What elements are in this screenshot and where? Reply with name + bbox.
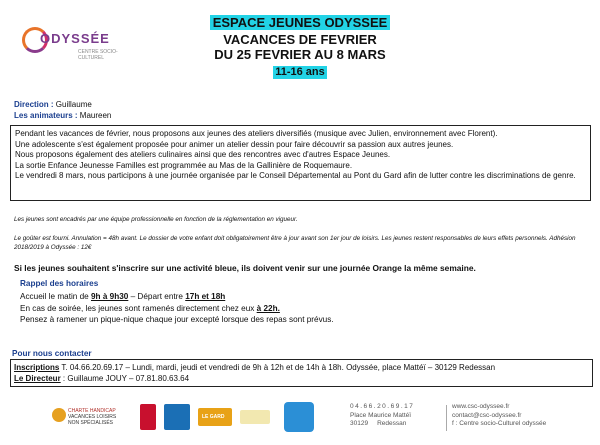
title-line-3: DU 25 FEVRIER AU 8 MARS: [214, 47, 386, 62]
info-line: Pendant les vacances de février, nous proposons aux jeunes des ateliers diversifiés (musique avec Julien, environnement avec Florent).: [15, 129, 498, 138]
hours-text: – Départ entre: [128, 292, 186, 301]
age-range: 11-16 ans: [275, 66, 325, 78]
contact-box: [10, 359, 593, 387]
logo-subtitle: CENTRE SOCIO-CULTUREL: [78, 49, 118, 61]
hours-line-3: Pensez à ramener un pique-nique chaque jour excepté lorsque des repas sont prévus.: [20, 315, 334, 324]
nos-territoires-icon: [284, 402, 314, 432]
footer-facebook[interactable]: f : Centre socio-Culturel odyssée: [452, 420, 547, 428]
directeur-label: Le Directeur: [14, 374, 61, 383]
hours-morning: 9h à 9h30: [91, 292, 129, 301]
partner-logos: [52, 398, 322, 436]
footer-address: Place Maurice Mattéï: [350, 411, 412, 419]
info-line: Une adolescente s'est également proposée pour animer un atelier dessin pour faire découvrir sa passion aux autres jeunes.: [15, 139, 454, 149]
hours-departure: 17h et 18h: [185, 292, 226, 301]
logo-name: ODYSSÉE: [40, 31, 110, 46]
title-line-1: ESPACE JEUNES ODYSSEE: [210, 15, 391, 30]
inscriptions-value: T. 04.66.20.69.17 – Lundi, mardi, jeudi et vendredi de 9h à 12h et de 14h à 18h. Odyssée, place Mattéï – 30129 Redessan: [59, 363, 496, 372]
hours-text: Accueil le matin de: [20, 292, 91, 301]
info-line: Nous proposons également des ateliers culinaires ainsi que des rencontres avec d'autres Espace Jeunes.: [15, 150, 391, 160]
charte-handicap-icon: [52, 408, 66, 422]
direction-value: Guillaume: [53, 100, 92, 109]
note-supervision: Les jeunes sont encadrés par une équipe professionnelle en fonction de la réglementation en vigueur.: [14, 216, 298, 223]
gard-label: LE GARD: [202, 414, 225, 420]
animateurs-label: Les animateurs :: [14, 111, 78, 120]
hours-line-1: [20, 291, 334, 303]
activity-warning: Si les jeunes souhaitent s'inscrire sur une activité bleue, ils doivent venir sur une journée Orange la même semaine.: [14, 263, 476, 273]
program-description: [10, 125, 591, 201]
footer-city: Redessan: [377, 420, 407, 428]
info-line: La sortie Enfance Jeunesse Familles est programmée au Mas de la Gallinière de Roquemaure.: [15, 160, 353, 170]
info-line: Le vendredi 8 mars, nous participons à une journée organisée par le Conseil Départemental au Pont du Gard afin de lutter contre les discriminations de genre.: [15, 171, 576, 181]
note-gouter: Le goûter est fourni. Annulation = 48h avant. Le dossier de votre enfant doit obligatoirement être à jour avant son 1er jour de loisirs. Les jeunes restent responsables de leurs effets personnels. Adhésion 2018/2019 à Odyssée : 12€: [14, 235, 576, 251]
coat-of-arms-icon: [140, 404, 156, 430]
odyssee-logo: [10, 15, 120, 85]
footer-city-line: [350, 420, 414, 429]
hours-block: [20, 291, 334, 326]
contact-title: Pour nous contacter: [12, 349, 92, 358]
footer-postcode: 30129: [350, 420, 369, 428]
inscriptions-label: Inscriptions: [14, 363, 60, 372]
directeur-value: : Guillaume JOUY – 07.81.80.63.64: [60, 374, 190, 383]
charte-label-2: VACANCES LOISIRS: [68, 414, 117, 420]
footer-phone: 04.66.20.69.17: [350, 403, 415, 410]
title-line-2: VACANCES DE FEVRIER: [223, 32, 377, 47]
hours-text: En cas de soirée, les jeunes sont ramenés directement chez eux: [20, 303, 257, 313]
animateurs-value: Maureen: [77, 111, 112, 120]
footer-website[interactable]: www.csc-odyssee.fr: [452, 403, 510, 410]
hours-evening: à 22h.: [256, 303, 280, 313]
direction-label: Direction :: [14, 100, 54, 109]
page-title: [200, 14, 400, 80]
charte-label-3: NON SPÉCIALISÉS: [68, 420, 114, 426]
caf-logo-icon: [164, 404, 190, 430]
staff-info: [14, 99, 111, 121]
charte-label: CHARTE HANDICAP: [68, 408, 116, 414]
footer-email[interactable]: contact@csc-odyssee.fr: [452, 411, 522, 419]
footer-divider: [446, 405, 447, 431]
hours-title: Rappel des horaires: [20, 279, 99, 288]
partner-logo-icon: [240, 410, 270, 424]
hours-line-2: [20, 303, 334, 315]
